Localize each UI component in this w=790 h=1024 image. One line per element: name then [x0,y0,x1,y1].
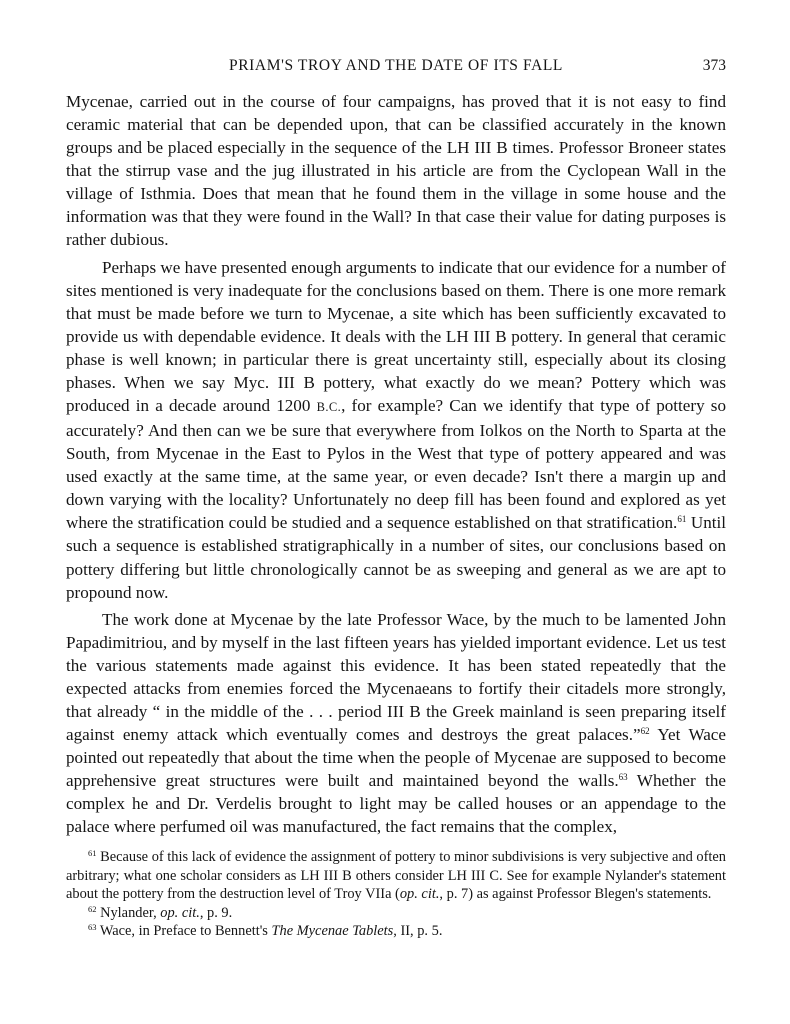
paragraph-2-text-c: Until such a sequence is established stratigraphically in a number of sites, our conclusions based on pottery differing but little chronologically cannot be as sweeping and general as we are apt to propound now. [66,513,726,602]
paragraph-1 [66,90,726,252]
footnote-italic: op. cit. [160,904,200,921]
footnote-italic: The Mycenae Tablets [271,923,394,939]
footnote-ref-62[interactable]: 62 [640,726,650,737]
footnote-text: , p. 9. [199,904,233,921]
running-head [66,57,726,79]
footnote-text: , II, p. 5. [393,923,443,939]
running-title: PRIAM'S TROY AND THE DATE OF ITS FALL [228,57,564,74]
footnote-text: , p. 7) as against Professor Blegen's statements. [439,886,712,902]
footnote-61 [66,848,726,904]
footnote-62 [66,904,726,923]
paragraph-2 [66,256,726,604]
footnote-number: 63 [88,922,97,932]
paragraph-3-text-a: The work done at Mycenae by the late Professor Wace, by the much to be lamented John Papadimitriou, and by myself in the last fifteen years has yielded important evidence. Let us test the various statements made against this evidence. It has been stated repeatedly that the expected attacks from enemies forced the Mycenaeans to fortify their citadels more strongly, that already “ in the middle of the . . . period III B the Greek mainland is seen preparing itself against enemy attack which eventually comes and destroys the great palaces.” [66,609,726,745]
footnote-text: Nylander, [96,904,161,921]
footnote-ref-61[interactable]: 61 [677,514,687,525]
body-text [66,90,726,843]
footnote-63 [66,922,726,941]
page-number: 373 [702,57,726,74]
paragraph-3 [66,608,726,839]
footnote-number: 62 [88,903,97,914]
paragraph-1-text: Mycenae, carried out in the course of four campaigns, has proved that it is not easy to find ceramic material that can be depended upon, that can be classified accurately in the known groups and be placed especially in the sequence of the LH III B times. Professor Broneer states that the stirrup vase and the jug illustrated in his article are from the Cyclopean Wall in the village of Isthmia. Does that mean that he found them in the village in some house and the information was that they were found in the Wall? In that case their value for dating purposes is rather dubious. [66,92,726,250]
footnote-italic: op. cit. [399,886,440,902]
era-abbreviation: B.C. [316,400,342,415]
footnotes [66,848,726,941]
footnote-text: Because of this lack of evidence the assignment of pottery to minor subdivisions is very subjective and often arbitrary; what one scholar considers as LH III B others consider LH III C. See for example Nylander's statement about the pottery from the destruction level of Troy VIIa ( [66,849,726,902]
paragraph-3-text-c: Whether the complex he and Dr. Verdelis brought to light may be called houses or an appendage to the palace where perfumed oil was manufactured, the fact remains that the complex, [66,771,726,837]
paragraph-3-text-b: Yet Wace pointed out repeatedly that about the time when the people of Mycenae are supposed to become apprehensive great structures were built and maintained beyond the walls. [66,725,726,791]
footnote-ref-63[interactable]: 63 [618,772,628,783]
paragraph-2-text-a: Perhaps we have presented enough arguments to indicate that our evidence for a number of sites mentioned is very inadequate for the conclusions based on them. There is one more remark that must be made before we turn to Mycenae, a site which has been sufficiently excavated to provide us with dependable evidence. It deals with the LH III B pottery. In general that ceramic phase is well known; in particular there is great uncertainty still, especially about its closing phases. When we say Myc. III B pottery, what exactly do we mean? Pottery which was produced in a decade around 1200 [66,257,726,416]
paragraph-2-text-b: , for example? Can we identify that type of pottery so accurately? And then can we be sure that everywhere from Iolkos on the North to Sparta at the South, from Mycenae in the East to Pylos in the West that type of pottery appeared and was used exactly at the same time, at the same year, or even decade? Isn't there a margin up and down varying with the locality? Unfortunately no deep fill has been found and explored as yet where the stratification could be studied and a sequence established on that stratification. [66,396,726,533]
footnote-number: 61 [88,848,97,858]
footnote-text: Wace, in Preface to Bennett's [96,923,272,939]
